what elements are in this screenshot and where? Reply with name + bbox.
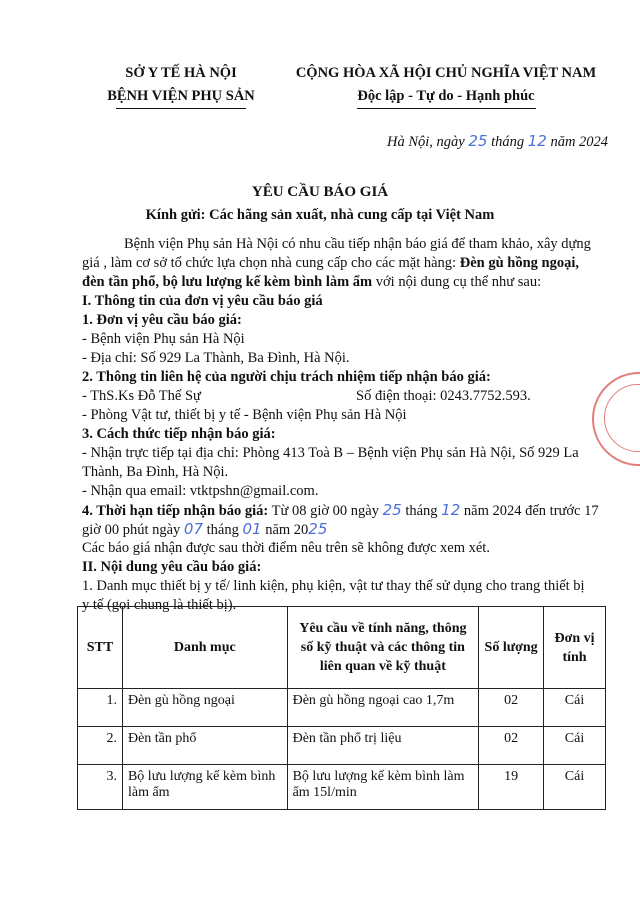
table-header-row [78,607,606,689]
deadline-text-d: giờ 00 phút ngày [82,522,181,538]
deadline-text-e: tháng [206,522,239,538]
subsection-1-heading: 1. Đơn vị yêu cầu báo giá: [82,312,242,328]
intro-line-2-text: giá , làm cơ sở tổ chức lựa chọn nhà cung cấp cho các mặt hàng: [82,255,460,271]
header-unit: Đơn vị tính [544,607,606,689]
row-name: Đèn tần phổ [122,727,287,765]
subsection-3-heading: 3. Cách thức tiếp nhận báo giá: [82,426,276,442]
requester-address: - Địa chỉ: Số 929 La Thành, Ba Đình, Hà Nội. [82,350,350,366]
subsection-2-heading: 2. Thông tin liên hệ của người chịu trách nhiệm tiếp nhận báo giá: [82,369,491,385]
org-line-2: BỆNH VIỆN PHỤ SẢN [107,88,255,104]
table-row [78,689,606,727]
org-underline [116,108,246,109]
row-unit: Cái [544,727,606,765]
row-name: Bộ lưu lượng kế kèm bình làm ẩm [122,765,287,810]
country-line-1: CỘNG HÒA XÃ HỘI CHỦ NGHĨA VIỆT NAM [295,65,597,81]
intro-line-2 [82,253,579,273]
deadline-year-2: 25 [308,520,328,538]
delivery-address-line-1: - Nhận trực tiếp tại địa chỉ: Phòng 413 Toà B – Bệnh viện Phụ sản Hà Nội, Số 929 La [82,445,579,461]
date-suffix: năm 2024 [550,134,609,150]
org-line-1: SỞ Y TẾ HÀ NỘI [125,65,237,81]
deadline-text-b: tháng [405,503,438,519]
items-table [77,606,606,810]
date-month-label: tháng [491,134,525,150]
date-line [387,131,608,152]
row-stt: 2. [78,727,123,765]
official-stamp [592,372,640,466]
contact-name: - ThS.Ks Đỗ Thế Sự [82,388,201,404]
date-day: 25 [468,132,488,150]
requester-name: - Bệnh viện Phụ sản Hà Nội [82,331,245,347]
contact-department: - Phòng Vật tư, thiết bị y tế - Bệnh viện Phụ sản Hà Nội [82,407,407,423]
deadline-text-f: năm 20 [261,522,309,538]
row-qty: 19 [479,765,544,810]
row-spec: Đèn gù hồng ngoại cao 1,7m [287,689,479,727]
section-1-heading: I. Thông tin của đơn vị yêu cầu báo giá [82,293,323,309]
deadline-line-2 [82,519,327,540]
header-stt: STT [78,607,123,689]
subsection-4-heading: 4. Thời hạn tiếp nhận báo giá: [82,503,269,519]
intro-line-3 [82,272,541,292]
deadline-note: Các báo giá nhận được sau thời điểm nêu trên sẽ không được xem xét. [82,540,490,556]
deadline-line-1 [82,500,599,521]
deadline-day-1: 25 [382,501,402,519]
table-row [78,765,606,810]
header-spec: Yêu cầu về tính năng, thông số kỹ thuật và các thông tin liên quan về kỹ thuật [287,607,479,689]
section-2-line-1: 1. Danh mục thiết bị y tế/ linh kiện, phụ kiện, vật tư thay thế sử dụng cho trang thiết bị [82,578,585,594]
motto: Độc lập - Tự do - Hạnh phúc [357,88,535,104]
stamp-inner-ring [604,384,640,452]
header-qty: Số lượng [479,607,544,689]
intro-items-bold-1: Đèn gù hồng ngoại, [459,255,579,271]
section-2-line-2: y tế (gọi chung là thiết bị). [82,597,237,613]
recipient-line: Kính gửi: Các hãng sản xuất, nhà cung cấp tại Việt Nam [145,207,495,223]
row-spec: Bộ lưu lượng kế kèm bình làm ẩm 15l/min [287,765,479,810]
date-month: 12 [527,132,547,150]
row-name: Đèn gù hồng ngoại [122,689,287,727]
intro-line-3-text: với nội dung cụ thể như sau: [372,274,542,290]
deadline-text-a: Từ 08 giờ 00 ngày [268,503,379,519]
delivery-address-line-2: Thành, Ba Đình, Hà Nội. [82,464,229,480]
row-unit: Cái [544,765,606,810]
motto-underline [357,108,536,109]
deadline-day-2: 07 [183,520,204,538]
row-qty: 02 [479,727,544,765]
document-title: YÊU CẦU BÁO GIÁ [251,184,389,200]
row-unit: Cái [544,689,606,727]
deadline-text-c: năm 2024 đến trước 17 [460,503,599,519]
row-stt: 1. [78,689,123,727]
deadline-month-2: 01 [242,520,262,538]
row-spec: Đèn tần phổ trị liệu [287,727,479,765]
intro-line-1: Bệnh viện Phụ sản Hà Nội có nhu cầu tiếp nhận báo giá để tham khảo, xây dựng [124,236,591,252]
date-prefix: Hà Nội, ngày [387,134,465,150]
contact-phone: Số điện thoại: 0243.7752.593. [356,388,531,404]
deadline-month-1: 12 [441,501,461,519]
row-qty: 02 [479,689,544,727]
delivery-email: - Nhận qua email: vtktpshn@gmail.com. [82,483,319,499]
intro-items-bold-2: đèn tần phổ, bộ lưu lượng kế kèm bình làm ẩm [82,274,373,290]
table-row [78,727,606,765]
section-2-heading: II. Nội dung yêu cầu báo giá: [82,559,262,575]
header-name: Danh mục [122,607,287,689]
row-stt: 3. [78,765,123,810]
